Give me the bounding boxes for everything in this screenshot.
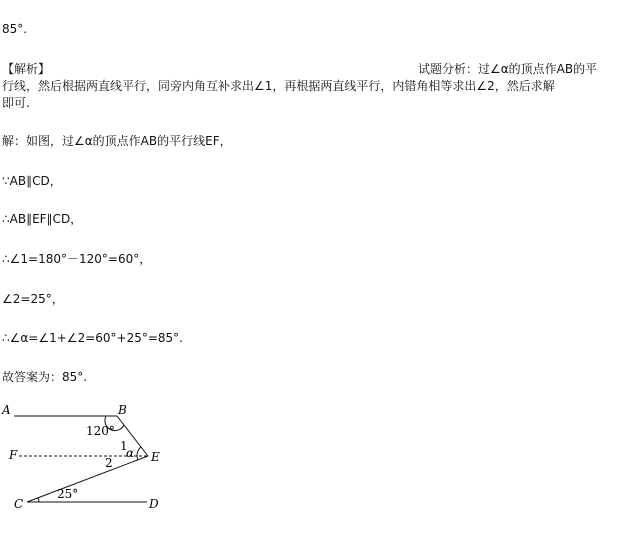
solution-step-4: ∠2=25°， <box>2 292 64 306</box>
analysis-summary-end: 即可. <box>2 96 30 110</box>
geometry-figure <box>0 398 200 513</box>
point-b-label: B <box>118 403 127 417</box>
analysis-heading: 【解析】 <box>2 62 51 76</box>
solution-step-5: ∴∠α=∠1+∠2=60°+25°=85°. <box>2 331 183 345</box>
point-e-label: E <box>151 450 160 464</box>
solution-final: 故答案为：85°. <box>2 370 88 384</box>
solution-step-1: ∵AB∥CD， <box>2 174 62 188</box>
top-answer: 85°. <box>2 22 28 36</box>
analysis-summary-cont: 行线，然后根据两直线平行，同旁内角互补求出∠1，再根据两直线平行，内错角相等求出∠2，然后求解 <box>2 79 555 93</box>
angle-arc-25 <box>38 498 39 502</box>
angle-1-label: 1 <box>120 439 128 453</box>
solution-step-3: ∴∠1=180°－120°=60°， <box>2 252 152 266</box>
point-c-label: C <box>14 497 24 511</box>
angle-arc-alpha <box>137 447 141 460</box>
angle-2-label: 2 <box>105 456 113 470</box>
segment-ec <box>27 456 148 502</box>
analysis-summary-start: 试题分析：过∠α的顶点作AB的平 <box>418 62 598 76</box>
angle-alpha-label: α <box>126 446 135 460</box>
point-d-label: D <box>149 497 159 511</box>
solution-step-2: ∴AB∥EF∥CD， <box>2 212 83 226</box>
point-f-label: F <box>9 448 18 462</box>
point-a-label: A <box>2 403 11 417</box>
angle-25-label: 25° <box>57 487 79 501</box>
solution-intro: 解：如图，过∠α的顶点作AB的平行线EF， <box>2 134 232 148</box>
angle-120-label: 120° <box>86 424 115 438</box>
